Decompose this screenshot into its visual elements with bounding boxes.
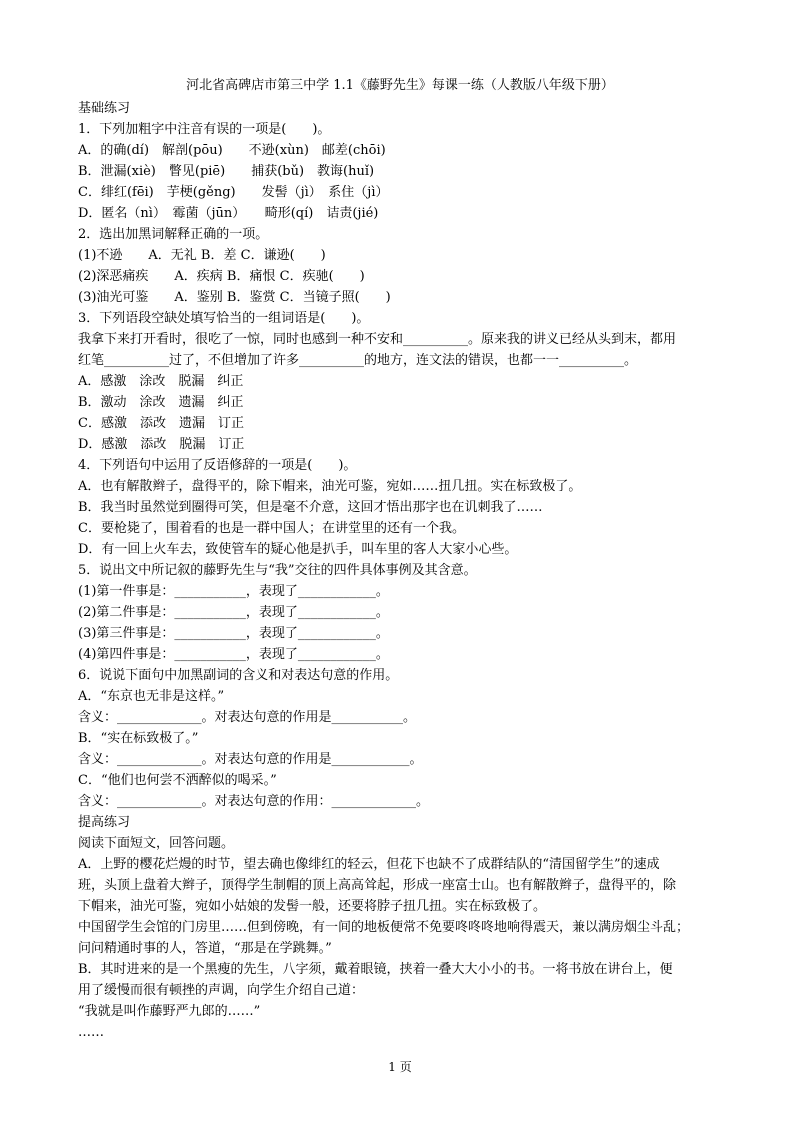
text-line: 阅读下面短文，回答问题。 — [78, 836, 235, 851]
text-line: (1)第一件事是：___________，表现了____________。 — [78, 584, 389, 599]
text-line: D．感激 添改 脱漏 订正 — [78, 437, 245, 452]
text-line: 用了缓慢而很有顿挫的声调，向学生介绍自己道： — [78, 983, 365, 998]
text-line: 4．下列语句中运用了反语修辞的一项是( )。 — [78, 458, 357, 473]
text-line: 2．选出加黑词解释正确的一项。 — [78, 227, 269, 242]
text-line: 提高练习 — [78, 815, 131, 830]
text-line: 1．下列加粗字中注音有误的一项是( )。 — [78, 122, 331, 137]
text-line: A．的确(dí) 解剖(pōu) 不逊(xùn) 邮差(chōi) — [78, 143, 386, 158]
text-line: 含义：_____________。对表达句意的作用是___________。 — [78, 710, 417, 725]
text-line: 6．说说下面句中加黑副词的含义和对表达句意的作用。 — [78, 668, 399, 683]
text-line: 含义：_____________。对表达句意的作用是____________。 — [78, 752, 423, 767]
text-line: 中国留学生会馆的门房里……但到傍晚，有一间的地板便常不免要咚咚咚地响得震天，兼以满房烟尘斗乱； — [78, 920, 690, 935]
page-title: 河北省高碑店市第三中学 1.1《藤野先生》每课一练（人教版八年级下册） — [186, 78, 614, 93]
text-line: (4)第四件事是：___________，表现了____________。 — [78, 647, 389, 662]
text-line: 问问精通时事的人，答道，“那是在学跳舞。” — [78, 941, 332, 956]
text-line: 5．说出文中所记叙的藤野先生与“我”交往的四件具体事例及其含意。 — [78, 563, 477, 578]
text-line: B．我当时虽然觉到圈得可笑，但是毫不介意，这回才悟出那字也在讥刺我了…… — [78, 500, 543, 515]
text-line: 红笔__________过了，不但增加了许多__________的地方，连文法的错误，也都一一__________。 — [78, 353, 638, 368]
text-line: B．其时进来的是一个黑瘦的先生，八字须，戴着眼镜，挟着一叠大大小小的书。一将书放在讲台上，便 — [78, 962, 673, 977]
text-line: C．感激 添改 遗漏 订正 — [78, 416, 244, 431]
text-line: 我拿下来打开看时，很吃了一惊，同时也感到一种不安和__________。原来我的讲义已经从头到末，都用 — [78, 332, 677, 347]
text-line: B．泄漏(xiè) 瞥见(piē) 捕获(bǔ) 教诲(huǐ) — [78, 164, 375, 179]
text-line: 班，头顶上盘着大辫子，顶得学生制帽的顶上高高耸起，形成一座富士山。也有解散辫子，盘得平的，除 — [78, 878, 677, 893]
text-line: B．激动 涂改 遗漏 纠正 — [78, 395, 244, 410]
text-line: …… — [78, 1025, 104, 1040]
text-line: C．要枪毙了，围着看的也是一群中国人；在讲堂里的还有一个我。 — [78, 521, 465, 536]
text-line: B．“实在标致极了。” — [78, 731, 199, 746]
text-line: 含义：_____________。对表达句意的作用：_____________。 — [78, 794, 430, 809]
text-line: (2)第二件事是：___________，表现了____________。 — [78, 605, 389, 620]
text-line: “我就是叫作藤野严九郎的……” — [78, 1004, 261, 1019]
text-line: (1)不逊 A．无礼 B．差 C．谦逊( ) — [78, 248, 326, 263]
text-line: D．有一回上火车去，致使管车的疑心他是扒手，叫车里的客人大家小心些。 — [78, 542, 518, 557]
text-line: C．“他们也何尝不洒醉似的喝采。” — [78, 773, 277, 788]
text-line: 3．下列语段空缺处填写恰当的一组词语是( )。 — [78, 311, 370, 326]
text-line: C．绯红(fēi) 芋梗(gěng) 发髻（jì） 系住（jì） — [78, 185, 389, 200]
text-line: 基础练习 — [78, 101, 131, 116]
exercise-body — [78, 98, 728, 1043]
text-line: (3)油光可鉴 A．鉴别 B．鉴赏 C．当镜子照( ) — [78, 290, 391, 305]
text-line: D．匿名（nì） 霉菌（jūn） 畸形(qí) 诘责(jié) — [78, 206, 379, 221]
text-line: (2)深恶痛疾 A．疾病 B．痛恨 C．疾驰( ) — [78, 269, 365, 284]
text-line: A．“东京也无非是这样。” — [78, 689, 225, 704]
text-line: 下帽来，油光可鉴，宛如小姑娘的发髻一般，还要将脖子扭几扭。实在标致极了。 — [78, 899, 547, 914]
text-line: A．也有解散辫子，盘得平的，除下帽来，油光可鉴，宛如……扭几扭。实在标致极了。 — [78, 479, 582, 494]
text-line: A．感激 涂改 脱漏 纠正 — [78, 374, 244, 389]
text-line: A．上野的樱花烂熳的时节，望去确也像绯红的轻云，但花下也缺不了成群结队的“清国留学生”的速成 — [78, 857, 660, 872]
text-line: (3)第三件事是：___________，表现了____________。 — [78, 626, 389, 641]
page-number: 1 页 — [388, 1060, 412, 1074]
